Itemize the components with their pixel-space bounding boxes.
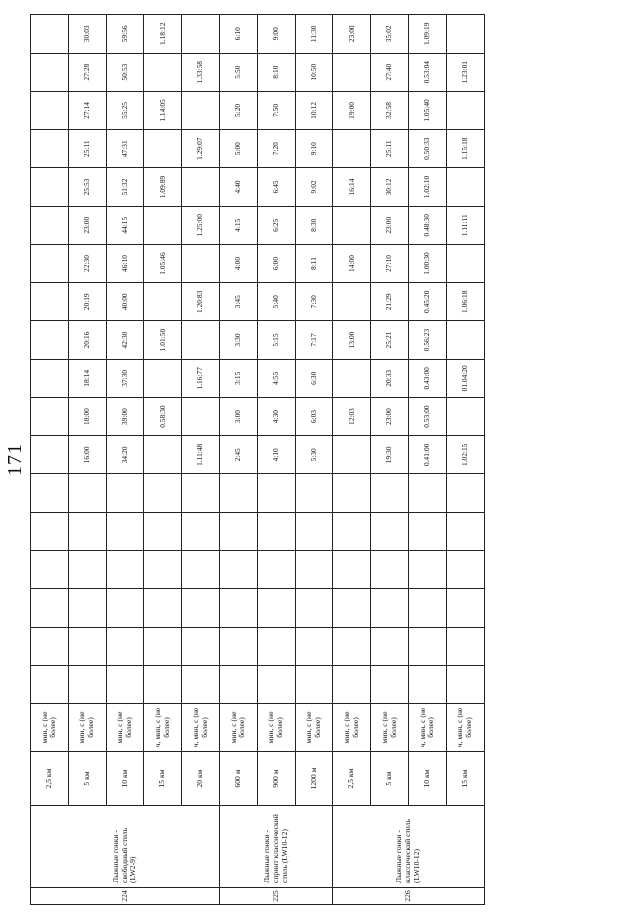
discipline-cell: Лыжные гонки - свободный стиль (LW2-9) [31, 806, 220, 888]
value-cell: 4:55 [257, 359, 295, 397]
unit-cell: ч, мин, с (не более) [446, 704, 484, 752]
value-cell [182, 168, 220, 206]
value-cell: 47:31 [106, 130, 144, 168]
value-cell: 0.53:04 [408, 53, 446, 91]
empty-cell [408, 589, 446, 627]
value-cell: 1.02:15 [446, 436, 484, 474]
value-cell: 5:00 [219, 130, 257, 168]
unit-cell: мин, с (не более) [257, 704, 295, 752]
value-cell: 10:50 [295, 53, 333, 91]
empty-cell [182, 627, 220, 665]
table-row [333, 15, 371, 905]
empty-cell [333, 589, 371, 627]
value-cell: 23:00 [371, 206, 409, 244]
value-cell: 18:14 [68, 359, 106, 397]
empty-cell [106, 627, 144, 665]
empty-cell [68, 627, 106, 665]
value-cell: 01.04:20 [446, 359, 484, 397]
value-cell [68, 474, 106, 512]
value-cell [333, 206, 371, 244]
row-number-cell: 225 [219, 888, 332, 905]
value-cell: 0.50:33 [408, 130, 446, 168]
value-cell: 55:25 [106, 91, 144, 129]
value-cell: 37:30 [106, 359, 144, 397]
empty-cell [31, 665, 69, 703]
empty-cell [295, 551, 333, 589]
value-cell: 0.53:00 [408, 397, 446, 435]
value-cell: 7:50 [257, 91, 295, 129]
value-cell [31, 91, 69, 129]
empty-cell [371, 512, 409, 550]
empty-cell [144, 627, 182, 665]
empty-cell [182, 665, 220, 703]
value-cell [182, 321, 220, 359]
value-cell [31, 53, 69, 91]
value-cell: 9:02 [295, 168, 333, 206]
empty-cell [333, 665, 371, 703]
empty-cell [31, 512, 69, 550]
value-cell [333, 359, 371, 397]
value-cell: 0.45:20 [408, 283, 446, 321]
value-cell: 4:00 [219, 244, 257, 282]
empty-cell [219, 551, 257, 589]
value-cell: 10:12 [295, 91, 333, 129]
value-cell: 4:15 [219, 206, 257, 244]
value-cell [371, 474, 409, 512]
distance-cell: 5 км [371, 751, 409, 805]
empty-cell [144, 551, 182, 589]
value-cell: 7:30 [295, 283, 333, 321]
value-cell: 3:45 [219, 283, 257, 321]
value-cell [446, 397, 484, 435]
table-row [106, 15, 144, 905]
empty-cell [219, 589, 257, 627]
value-cell [446, 15, 484, 54]
value-cell: 0.48:30 [408, 206, 446, 244]
value-cell [31, 168, 69, 206]
value-cell: 7:20 [257, 130, 295, 168]
value-cell [31, 206, 69, 244]
value-cell [257, 474, 295, 512]
empty-cell [182, 551, 220, 589]
table-row [257, 15, 295, 905]
distance-cell: 20 км [182, 751, 220, 805]
value-cell: 34:20 [106, 436, 144, 474]
empty-cell [257, 512, 295, 550]
empty-cell [182, 589, 220, 627]
value-cell [446, 91, 484, 129]
empty-cell [408, 512, 446, 550]
distance-cell: 600 м [219, 751, 257, 805]
unit-cell: ч, мин, с (не более) [182, 704, 220, 752]
value-cell: 1.09:89 [144, 168, 182, 206]
value-cell: 1.23:01 [446, 53, 484, 91]
value-cell [31, 474, 69, 512]
value-cell: 1.33:58 [182, 53, 220, 91]
value-cell [333, 436, 371, 474]
value-cell [144, 359, 182, 397]
value-cell: 23:00 [68, 206, 106, 244]
value-cell [106, 474, 144, 512]
value-cell: 1.11:48 [182, 436, 220, 474]
value-cell: 35:02 [371, 15, 409, 54]
value-cell [333, 130, 371, 168]
value-cell [31, 397, 69, 435]
value-cell: 46:10 [106, 244, 144, 282]
value-cell: 18:00 [68, 397, 106, 435]
empty-cell [106, 665, 144, 703]
value-cell: 44:15 [106, 206, 144, 244]
value-cell: 30:03 [68, 15, 106, 54]
distance-cell: 1200 м [295, 751, 333, 805]
unit-cell: мин, с (не более) [106, 704, 144, 752]
page-number: 171 [4, 443, 26, 476]
value-cell: 20:16 [68, 321, 106, 359]
empty-cell [257, 627, 295, 665]
value-cell: 23:00 [333, 15, 371, 54]
value-cell [446, 168, 484, 206]
unit-cell: мин, с (не более) [333, 704, 371, 752]
value-cell [219, 474, 257, 512]
value-cell: 1.14:05 [144, 91, 182, 129]
value-cell [144, 130, 182, 168]
distance-cell: 15 км [446, 751, 484, 805]
value-cell: 42:30 [106, 321, 144, 359]
empty-cell [446, 551, 484, 589]
empty-cell [31, 589, 69, 627]
value-cell [31, 283, 69, 321]
value-cell: 23:00 [371, 397, 409, 435]
table-row [295, 15, 333, 905]
value-cell: 1.20:83 [182, 283, 220, 321]
empty-cell [257, 665, 295, 703]
value-cell: 1.00:30 [408, 244, 446, 282]
value-cell: 20:19 [68, 283, 106, 321]
empty-cell [68, 551, 106, 589]
value-cell: 16:00 [68, 436, 106, 474]
value-cell: 25:11 [68, 130, 106, 168]
unit-cell: мин, с (не более) [31, 704, 69, 752]
table-row [408, 15, 446, 905]
value-cell [182, 244, 220, 282]
table-row [182, 15, 220, 905]
distance-cell: 900 м [257, 751, 295, 805]
empty-cell [257, 589, 295, 627]
empty-cell [408, 665, 446, 703]
unit-cell: мин, с (не более) [219, 704, 257, 752]
value-cell [31, 15, 69, 54]
row-number-cell: 226 [333, 888, 484, 905]
value-cell: 1.02:10 [408, 168, 446, 206]
empty-cell [333, 551, 371, 589]
value-cell: 5:30 [295, 436, 333, 474]
table-row [371, 15, 409, 905]
distance-cell: 2,5 км [31, 751, 69, 805]
value-cell: 27:28 [68, 53, 106, 91]
value-cell [333, 474, 371, 512]
value-cell: 21:29 [371, 283, 409, 321]
empty-cell [295, 627, 333, 665]
empty-cell [408, 551, 446, 589]
distance-cell: 2,5 км [333, 751, 371, 805]
distance-cell: 5 км [68, 751, 106, 805]
value-cell [144, 283, 182, 321]
value-cell: 13:00 [333, 321, 371, 359]
value-cell: 1.25:00 [182, 206, 220, 244]
value-cell [144, 436, 182, 474]
value-cell [408, 474, 446, 512]
value-cell: 0.43:00 [408, 359, 446, 397]
value-cell: 4:40 [219, 168, 257, 206]
value-cell: 5:40 [257, 283, 295, 321]
empty-cell [446, 589, 484, 627]
value-cell: 3:15 [219, 359, 257, 397]
value-cell: 30:12 [371, 168, 409, 206]
value-cell [295, 474, 333, 512]
empty-cell [408, 627, 446, 665]
empty-cell [295, 589, 333, 627]
value-cell: 8:30 [295, 206, 333, 244]
value-cell [144, 474, 182, 512]
value-cell: 2:45 [219, 436, 257, 474]
discipline-cell: Лыжные гонки - классический стиль (LW10-12) [333, 806, 484, 888]
empty-cell [219, 665, 257, 703]
value-cell [333, 53, 371, 91]
value-cell: 59:56 [106, 15, 144, 54]
value-cell: 20:33 [371, 359, 409, 397]
value-cell: 1.05:46 [144, 244, 182, 282]
value-cell: 9:00 [257, 15, 295, 54]
table-body [31, 15, 485, 905]
value-cell [31, 321, 69, 359]
value-cell: 1.05:40 [408, 91, 446, 129]
empty-cell [371, 551, 409, 589]
empty-cell [144, 589, 182, 627]
table-row [219, 15, 257, 905]
value-cell: 6:10 [219, 15, 257, 54]
table-row [144, 15, 182, 905]
value-cell: 5:50 [219, 53, 257, 91]
empty-cell [106, 589, 144, 627]
empty-cell [144, 512, 182, 550]
value-cell: 27:10 [371, 244, 409, 282]
empty-cell [257, 551, 295, 589]
value-cell: 1.18:12 [144, 15, 182, 54]
value-cell: 19:00 [333, 91, 371, 129]
value-cell: 25:21 [371, 321, 409, 359]
value-cell: 8:10 [257, 53, 295, 91]
empty-cell [371, 589, 409, 627]
value-cell [31, 244, 69, 282]
value-cell: 50:53 [106, 53, 144, 91]
table-row [446, 15, 484, 905]
value-cell [31, 436, 69, 474]
value-cell: 5:15 [257, 321, 295, 359]
empty-cell [182, 512, 220, 550]
value-cell: 3:00 [219, 397, 257, 435]
unit-cell: ч, мин, с (не более) [144, 704, 182, 752]
value-cell: 12:03 [333, 397, 371, 435]
distance-cell: 15 км [144, 751, 182, 805]
empty-cell [68, 512, 106, 550]
value-cell: 11:30 [295, 15, 333, 54]
empty-cell [68, 665, 106, 703]
value-cell [182, 15, 220, 54]
table-row [68, 15, 106, 905]
value-cell [446, 244, 484, 282]
value-cell [446, 321, 484, 359]
value-cell: 4:30 [257, 397, 295, 435]
value-cell: 40:00 [106, 283, 144, 321]
value-cell [31, 130, 69, 168]
value-cell: 1.09:19 [408, 15, 446, 54]
value-cell: 4:10 [257, 436, 295, 474]
value-cell: 22:30 [68, 244, 106, 282]
value-cell: 32:58 [371, 91, 409, 129]
value-cell [144, 206, 182, 244]
value-cell: 14:00 [333, 244, 371, 282]
value-cell: 1.06:18 [446, 283, 484, 321]
value-cell: 1.11:11 [446, 206, 484, 244]
value-cell: 6:45 [257, 168, 295, 206]
value-cell: 3:30 [219, 321, 257, 359]
empty-cell [371, 627, 409, 665]
unit-cell: мин, с (не более) [68, 704, 106, 752]
empty-cell [446, 665, 484, 703]
value-cell: 9:10 [295, 130, 333, 168]
value-cell: 7:17 [295, 321, 333, 359]
distance-cell: 10 км [408, 751, 446, 805]
value-cell: 1.29:07 [182, 130, 220, 168]
empty-cell [219, 627, 257, 665]
row-number-cell: 224 [31, 888, 220, 905]
value-cell: 1.01:50 [144, 321, 182, 359]
value-cell: 16:14 [333, 168, 371, 206]
unit-cell: ч, мин, с (не более) [408, 704, 446, 752]
empty-cell [295, 512, 333, 550]
empty-cell [333, 627, 371, 665]
value-cell: 19:30 [371, 436, 409, 474]
value-cell [182, 91, 220, 129]
value-cell [446, 474, 484, 512]
empty-cell [106, 551, 144, 589]
value-cell: 6:25 [257, 206, 295, 244]
empty-cell [106, 512, 144, 550]
empty-cell [144, 665, 182, 703]
value-cell [144, 53, 182, 91]
value-cell: 25:11 [371, 130, 409, 168]
value-cell: 27:40 [371, 53, 409, 91]
value-cell: 27:14 [68, 91, 106, 129]
value-cell: 6:30 [295, 359, 333, 397]
unit-cell: мин, с (не более) [371, 704, 409, 752]
value-cell: 5:20 [219, 91, 257, 129]
value-cell: 39:00 [106, 397, 144, 435]
empty-cell [446, 627, 484, 665]
value-cell [182, 474, 220, 512]
value-cell: 1.15:18 [446, 130, 484, 168]
distance-cell: 10 км [106, 751, 144, 805]
value-cell: 51:32 [106, 168, 144, 206]
value-cell: 25:53 [68, 168, 106, 206]
empty-cell [446, 512, 484, 550]
value-cell: 0.56:23 [408, 321, 446, 359]
value-cell: 1.16:77 [182, 359, 220, 397]
value-cell: 6:03 [295, 397, 333, 435]
value-cell [31, 359, 69, 397]
empty-cell [371, 665, 409, 703]
empty-cell [333, 512, 371, 550]
value-cell: 0.58:30 [144, 397, 182, 435]
empty-cell [68, 589, 106, 627]
standards-table [30, 14, 485, 905]
value-cell: 0.41:00 [408, 436, 446, 474]
empty-cell [295, 665, 333, 703]
value-cell: 8:11 [295, 244, 333, 282]
empty-cell [219, 512, 257, 550]
empty-cell [31, 627, 69, 665]
value-cell [333, 283, 371, 321]
unit-cell: мин, с (не более) [295, 704, 333, 752]
discipline-cell: Лыжные гонки - спринт классический стиль (LW10-12) [219, 806, 332, 888]
table-row [31, 15, 69, 905]
value-cell: 6:00 [257, 244, 295, 282]
value-cell [182, 397, 220, 435]
empty-cell [31, 551, 69, 589]
